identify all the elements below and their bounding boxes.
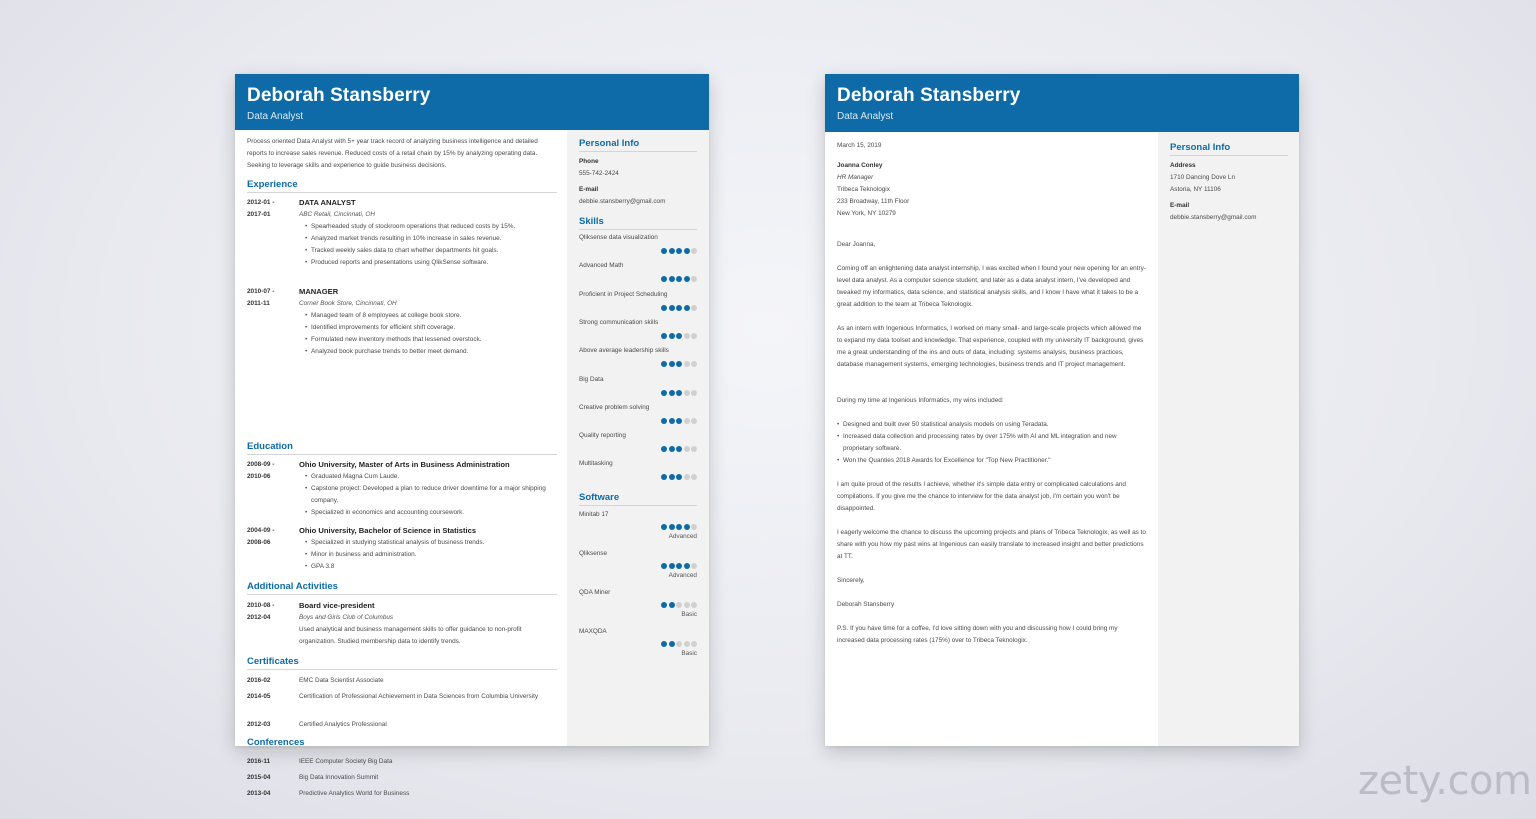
rating-dot-empty xyxy=(691,418,697,424)
skill-name: Creative problem solving xyxy=(579,403,650,411)
skill-name: Proficient in Project Scheduling xyxy=(579,290,668,298)
software-name: Qliksense xyxy=(579,550,608,557)
software-name: Minitab 17 xyxy=(579,511,609,518)
resume-role: Data Analyst xyxy=(247,111,304,122)
conference-date: 2015-04 xyxy=(247,774,271,781)
skill-name: Above average leadership skills xyxy=(579,347,669,355)
personal-info-heading: Personal Info xyxy=(579,138,697,152)
address-line: Astoria, NY 11106 xyxy=(1170,186,1221,193)
rating-dots xyxy=(661,248,697,254)
rating-dot-filled xyxy=(669,418,675,424)
rating-dot-filled xyxy=(669,390,675,396)
email-value: debbie.stansberry@gmail.com xyxy=(579,198,666,205)
rating-dot-filled xyxy=(676,276,682,282)
rating-dot-filled xyxy=(676,305,682,311)
certificate-date: 2014-05 xyxy=(247,693,271,700)
recipient-city: New York, NY 10279 xyxy=(837,210,896,217)
recipient-title: HR Manager xyxy=(837,174,874,181)
rating-dot-empty xyxy=(684,602,690,608)
rating-dot-filled xyxy=(669,474,675,480)
entry-bullet: • Formulated new inventory methods that lessened overstock. xyxy=(305,334,557,346)
rating-dots xyxy=(661,333,697,339)
letter-main-column xyxy=(837,132,1147,746)
rating-dot-filled xyxy=(661,563,667,569)
rating-dot-filled xyxy=(661,641,667,647)
rating-dot-filled xyxy=(669,276,675,282)
letter-role: Data Analyst xyxy=(837,111,894,122)
win-bullet: • Won the Quanties 2018 Awards for Excellence for "Top New Practitioner." xyxy=(837,455,1147,467)
certificate-text: EMC Data Scientist Associate xyxy=(299,677,384,684)
rating-dot-empty xyxy=(691,248,697,254)
software-name: MAXQDA xyxy=(579,628,607,635)
rating-dot-empty xyxy=(691,361,697,367)
conference-text: IEEE Computer Society Big Data xyxy=(299,758,393,765)
entry-bullet: • Capstone project: Developed a plan to reduce driver downtime for a major shipping company. xyxy=(305,483,557,507)
rating-dot-filled xyxy=(661,248,667,254)
entry-bullet: • Managed team of 8 employees at college book store. xyxy=(305,310,557,322)
entry-date-start: 2008-09 - xyxy=(247,461,275,468)
entry-bullet: • Analyzed book purchase trends to better meet demand. xyxy=(305,346,557,358)
letter-email-label: E-mail xyxy=(1170,202,1190,209)
conference-date: 2016-11 xyxy=(247,758,271,765)
entry-bullet: • Tracked weekly sales data to chart whether departments hit goals. xyxy=(305,245,557,257)
rating-dot-filled xyxy=(669,333,675,339)
rating-dot-filled xyxy=(669,524,675,530)
rating-dot-empty xyxy=(691,446,697,452)
letter-date: March 15, 2019 xyxy=(837,142,882,149)
rating-dot-empty xyxy=(684,474,690,480)
entry-bullet: • Graduated Magna Cum Laude. xyxy=(305,471,557,483)
conference-text: Big Data Innovation Summit xyxy=(299,774,379,781)
software-level-label: Basic xyxy=(681,650,697,657)
rating-dot-filled xyxy=(684,248,690,254)
rating-dot-empty xyxy=(691,390,697,396)
rating-dot-empty xyxy=(684,333,690,339)
rating-dots xyxy=(661,390,697,396)
rating-dot-filled xyxy=(676,524,682,530)
rating-dot-filled xyxy=(661,418,667,424)
win-bullet: • Increased data collection and processing rates by over 175% with AI and ML integration and new proprietary software. xyxy=(837,431,1147,455)
rating-dot-filled xyxy=(669,641,675,647)
rating-dot-filled xyxy=(661,333,667,339)
entry-bullet: • Specialized in economics and accounting coursework. xyxy=(305,507,557,519)
letter-name: Deborah Stansberry xyxy=(837,85,1021,106)
win-bullet: • Designed and built over 50 statistical analysis models on using Teradata. xyxy=(837,419,1147,431)
rating-dot-empty xyxy=(684,361,690,367)
rating-dot-empty xyxy=(684,641,690,647)
rating-dot-filled xyxy=(669,446,675,452)
letter-header xyxy=(825,74,1299,132)
cover-letter-document xyxy=(825,74,1299,746)
recipient-street: 233 Broadway, 11th Floor xyxy=(837,198,910,205)
rating-dots xyxy=(661,446,697,452)
rating-dot-filled xyxy=(669,305,675,311)
skill-name: Qliksense data visualization xyxy=(579,234,658,241)
software-level-label: Advanced xyxy=(668,572,697,579)
letter-paragraph: As an intern with Ingenious Informatics, I worked on many small- and large-scale projects which allowed me to expand my data toolset and knowledge. That experience, coupled with my university IT background, gives me a great understanding of the ins and outs of data, including: systems analysis, business practices, database management systems, emerging technologies, business trends and IT project management. xyxy=(837,325,1144,368)
software-level-label: Basic xyxy=(681,611,697,618)
software-heading: Software xyxy=(579,492,697,506)
letter-signature: Deborah Stansberry xyxy=(837,601,895,608)
conference-date: 2013-04 xyxy=(247,790,271,797)
phone-label: Phone xyxy=(579,158,599,165)
zety-logo: zety.com xyxy=(1358,758,1532,804)
entry-bullet: • GPA 3.8 xyxy=(305,561,557,573)
email-label: E-mail xyxy=(579,186,599,193)
entry-bullet: • Minor in business and administration. xyxy=(305,549,557,561)
entry-date-start: 2010-07 - xyxy=(247,288,275,295)
rating-dot-filled xyxy=(661,446,667,452)
skill-name: Strong communication skills xyxy=(579,318,659,326)
letter-greeting: Dear Joanna, xyxy=(837,241,876,248)
rating-dots xyxy=(661,418,697,424)
experience-heading: Experience xyxy=(247,179,557,193)
certificate-text: Certification of Professional Achievement in Data Sciences from Columbia University xyxy=(299,693,539,700)
rating-dot-filled xyxy=(669,248,675,254)
rating-dot-empty xyxy=(691,602,697,608)
rating-dot-filled xyxy=(676,361,682,367)
entry-bullet: • Analyzed market trends resulting in 10% increase in sales revenue. xyxy=(305,233,557,245)
entry-bullet: • Identified improvements for efficient shift coverage. xyxy=(305,322,557,334)
entry-date-end: 2008-06 xyxy=(247,539,271,546)
rating-dot-filled xyxy=(676,563,682,569)
rating-dot-empty xyxy=(691,333,697,339)
rating-dot-filled xyxy=(684,563,690,569)
rating-dot-filled xyxy=(676,333,682,339)
rating-dots xyxy=(661,524,697,530)
resume-header xyxy=(235,74,709,130)
letter-postscript: P.S. If you have time for a coffee, I'd love sitting down with you and discussing how I could bring my increased data processing rates (175%) over to Tribeca Teknologix. xyxy=(837,625,1118,644)
rating-dot-empty xyxy=(691,563,697,569)
recipient-name: Joanna Conley xyxy=(837,162,883,169)
rating-dot-filled xyxy=(661,305,667,311)
letter-email-value: debbie.stansberry@gmail.com xyxy=(1170,214,1257,221)
phone-value: 555-742-2424 xyxy=(579,170,619,177)
letter-personal-info-heading: Personal Info xyxy=(1170,142,1288,156)
rating-dots xyxy=(661,361,697,367)
rating-dot-filled xyxy=(684,524,690,530)
software-level-label: Advanced xyxy=(668,533,697,540)
entry-bullet: • Spearheaded study of stockroom operations that reduced costs by 15%. xyxy=(305,221,557,233)
rating-dots xyxy=(661,305,697,311)
rating-dots xyxy=(661,474,697,480)
entry-org: Corner Book Store, Cincinnati, OH xyxy=(299,300,397,307)
letter-paragraph: Coming off an enlightening data analyst internship, I was excited when I found your new opening for an entry-level data analyst. As a computer science student, and later as a data analyst intern, I've developed and tweaked my informatics, data science, and statistical analysis skills, and I know I have what it takes to be a great addition to the team at Tribeca Teknologix. xyxy=(837,265,1146,308)
rating-dots xyxy=(661,602,697,608)
entry-org: ABC Retail, Cincinnati, OH xyxy=(299,211,376,218)
letter-closing: Sincerely, xyxy=(837,577,865,584)
address-line: 1710 Dancing Dove Ln xyxy=(1170,174,1236,181)
rating-dot-empty xyxy=(691,524,697,530)
skill-name: Advanced Math xyxy=(579,262,624,270)
skill-name: Multitasking xyxy=(579,460,613,468)
resume-main-column xyxy=(247,130,557,797)
letter-paragraph: I eagerly welcome the chance to discuss the upcoming projects and plans of Tribeca Teknologix, as well as to share with you how my past wins at Ingenious can easily translate to increased insight and better predictions at TT. xyxy=(837,529,1146,560)
rating-dot-empty xyxy=(691,474,697,480)
skill-name: Big Data xyxy=(579,375,604,383)
entry-bullet: • Produced reports and presentations using QlikSense software. xyxy=(305,257,557,269)
resume-side-column xyxy=(567,130,709,746)
certificate-text: Certified Analytics Professional xyxy=(299,721,387,728)
rating-dot-filled xyxy=(669,602,675,608)
rating-dot-filled xyxy=(676,248,682,254)
resume-document xyxy=(235,74,709,797)
rating-dots xyxy=(661,276,697,282)
rating-dot-empty xyxy=(691,641,697,647)
rating-dot-empty xyxy=(684,390,690,396)
entry-date-end: 2010-06 xyxy=(247,473,271,480)
skills-heading: Skills xyxy=(579,216,697,230)
rating-dot-empty xyxy=(691,305,697,311)
rating-dot-filled xyxy=(676,418,682,424)
certificate-date: 2016-02 xyxy=(247,677,271,684)
letter-paragraph: During my time at Ingenious Informatics, my wins included: xyxy=(837,397,1004,404)
rating-dots xyxy=(661,563,697,569)
rating-dots xyxy=(661,641,697,647)
software-name: QDA Miner xyxy=(579,589,611,596)
entry-org: Boys and Girls Club of Columbus xyxy=(299,614,394,621)
address-label: Address xyxy=(1170,162,1196,169)
entry-title: DATA ANALYST xyxy=(299,198,356,207)
rating-dot-empty xyxy=(684,446,690,452)
rating-dot-empty xyxy=(676,602,682,608)
resume-name: Deborah Stansberry xyxy=(247,85,431,106)
rating-dot-empty xyxy=(676,641,682,647)
resume-summary: Process oriented Data Analyst with 5+ year track record of analyzing business intelligence and detailed reports to increase sales revenue. Reduced costs of a retail chain by 15% by analyzing operating data. Seeking to leverage skills and experience to guide business decisions. xyxy=(247,138,538,169)
letter-paragraph: I am quite proud of the results I achieve, whether it's simple data entry or complicated calculations and compilations. If you give me the chance to interview for the data analyst job, I'm certain you won't be disappointed. xyxy=(837,481,1126,512)
skill-name: Quality reporting xyxy=(579,432,626,440)
rating-dot-filled xyxy=(676,474,682,480)
entry-title: MANAGER xyxy=(299,287,339,296)
rating-dot-filled xyxy=(661,524,667,530)
rating-dot-empty xyxy=(684,418,690,424)
entry-description: Used analytical and business management skills to offer guidance to non-profit organization. Studied membership data to identify trends. xyxy=(299,626,522,645)
recipient-company: Tribeca Teknologix xyxy=(837,186,890,193)
entry-title: Ohio University, Master of Arts in Business Administration xyxy=(299,460,510,469)
conferences-heading: Conferences xyxy=(247,737,557,751)
entry-date-start: 2012-01 - xyxy=(247,199,275,206)
entry-date-start: 2010-08 - xyxy=(247,602,275,609)
entry-date-end: 2017-01 xyxy=(247,211,271,218)
letter-side-column xyxy=(1158,132,1299,746)
activities-heading: Additional Activities xyxy=(247,581,557,595)
wins-list xyxy=(837,419,1147,467)
entry-title: Ohio University, Bachelor of Science in Statistics xyxy=(299,526,477,535)
certificate-date: 2012-03 xyxy=(247,721,271,728)
rating-dot-filled xyxy=(661,390,667,396)
rating-dot-filled xyxy=(684,276,690,282)
rating-dot-filled xyxy=(661,474,667,480)
entry-date-end: 2012-04 xyxy=(247,614,271,621)
certificates-heading: Certificates xyxy=(247,656,557,670)
entry-date-end: 2011-11 xyxy=(247,300,270,307)
rating-dot-filled xyxy=(661,361,667,367)
education-heading: Education xyxy=(247,441,557,455)
rating-dot-filled xyxy=(661,602,667,608)
rating-dot-empty xyxy=(691,276,697,282)
conference-text: Predictive Analytics World for Business xyxy=(299,790,410,797)
rating-dot-filled xyxy=(669,361,675,367)
rating-dot-filled xyxy=(676,390,682,396)
rating-dot-filled xyxy=(684,305,690,311)
rating-dot-filled xyxy=(661,276,667,282)
entry-bullet: • Specialized in studying statistical analysis of business trends. xyxy=(305,537,557,549)
rating-dot-filled xyxy=(676,446,682,452)
entry-title: Board vice-president xyxy=(299,601,375,610)
rating-dot-filled xyxy=(669,563,675,569)
entry-date-start: 2004-09 - xyxy=(247,527,275,534)
